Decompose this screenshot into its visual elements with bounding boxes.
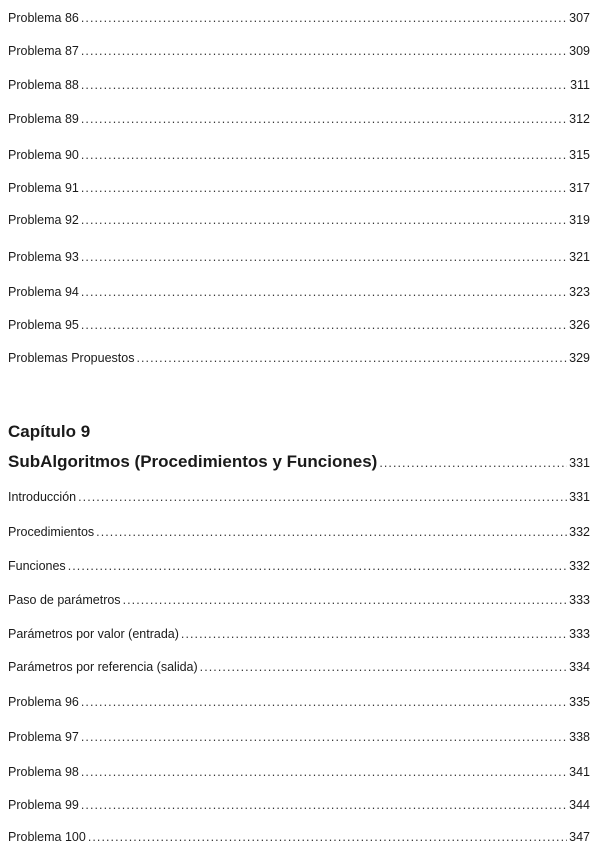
dot-leader bbox=[81, 727, 567, 747]
toc-entry-page: 332 bbox=[569, 559, 590, 573]
toc-entry-page: 309 bbox=[569, 44, 590, 58]
toc-entry-page: 329 bbox=[569, 351, 590, 365]
dot-leader bbox=[81, 41, 567, 61]
toc-entry-label: Problema 88 bbox=[8, 78, 79, 92]
toc-entry-page: 341 bbox=[569, 765, 590, 779]
toc-entry-label: Problema 94 bbox=[8, 285, 79, 299]
dot-leader bbox=[78, 487, 567, 507]
toc-entry-page: 347 bbox=[569, 830, 590, 844]
toc-entry-page: 331 bbox=[569, 490, 590, 504]
toc-entry-introduccion bbox=[8, 487, 590, 507]
toc-entry-page: 332 bbox=[569, 525, 590, 539]
toc-entry-label: Problema 87 bbox=[8, 44, 79, 58]
toc-entry-label: Problema 96 bbox=[8, 695, 79, 709]
toc-entry-label: Problema 91 bbox=[8, 181, 79, 195]
toc-entry-procedimientos bbox=[8, 522, 590, 542]
dot-leader bbox=[81, 692, 567, 712]
toc-entry-page: 344 bbox=[569, 798, 590, 812]
chapter-number: Capítulo 9 bbox=[8, 422, 91, 441]
toc-entry-problema-93 bbox=[8, 247, 590, 267]
toc-entry-label: Problema 89 bbox=[8, 112, 79, 126]
toc-entry-problema-96 bbox=[8, 692, 590, 712]
toc-entry-label: Funciones bbox=[8, 559, 66, 573]
toc-entry-problema-97 bbox=[8, 727, 590, 747]
toc-entry-label: Paso de parámetros bbox=[8, 593, 121, 607]
toc-entry-page: 319 bbox=[569, 213, 590, 227]
toc-entry-problema-86 bbox=[8, 8, 590, 28]
dot-leader bbox=[181, 624, 567, 644]
toc-entry-problema-95 bbox=[8, 315, 590, 335]
dot-leader bbox=[81, 315, 567, 335]
dot-leader bbox=[81, 145, 567, 165]
toc-entry-page: 333 bbox=[569, 593, 590, 607]
toc-entry-label: Procedimientos bbox=[8, 525, 95, 539]
toc-entry-label: Problema 93 bbox=[8, 250, 79, 264]
dot-leader bbox=[123, 590, 568, 610]
toc-entry-parametros-por-referencia bbox=[8, 657, 590, 677]
toc-entry-page: 317 bbox=[569, 181, 590, 195]
toc-entry-page: 323 bbox=[569, 285, 590, 299]
toc-entry-problema-100 bbox=[8, 827, 590, 847]
toc-entry-label: Problema 90 bbox=[8, 148, 79, 162]
toc-entry-label: Problema 99 bbox=[8, 798, 79, 812]
dot-leader bbox=[81, 8, 567, 28]
toc-entry-problema-89 bbox=[8, 109, 590, 129]
toc-entry-label: Problemas Propuestos bbox=[8, 351, 135, 365]
toc-entry-page: 321 bbox=[569, 250, 590, 264]
toc-entry-problemas-propuestos bbox=[8, 348, 590, 368]
toc-entry-label: Problema 95 bbox=[8, 318, 79, 332]
toc-entry-problema-88 bbox=[8, 75, 590, 95]
toc-entry-label: Problema 86 bbox=[8, 11, 79, 25]
chapter-page: 331 bbox=[569, 456, 590, 470]
dot-leader bbox=[68, 556, 567, 576]
toc-entry-problema-90 bbox=[8, 145, 590, 165]
dot-leader bbox=[81, 210, 567, 230]
toc-entry-page: 307 bbox=[569, 11, 590, 25]
dot-leader bbox=[81, 109, 567, 129]
toc-entry-label: Problema 92 bbox=[8, 213, 79, 227]
toc-entry-label: Parámetros por referencia (salida) bbox=[8, 660, 198, 674]
toc-entry-label: Problema 98 bbox=[8, 765, 79, 779]
toc-entry-page: 326 bbox=[569, 318, 590, 332]
toc-entry-label: Problema 100 bbox=[8, 830, 86, 844]
toc-entry-page: 335 bbox=[569, 695, 590, 709]
toc-entry-page: 338 bbox=[569, 730, 590, 744]
dot-leader bbox=[88, 827, 567, 847]
dot-leader bbox=[96, 522, 567, 542]
toc-entry-page: 333 bbox=[569, 627, 590, 641]
toc-entry-page: 311 bbox=[570, 78, 590, 92]
dot-leader bbox=[81, 178, 567, 198]
toc-entry-label: Parámetros por valor (entrada) bbox=[8, 627, 179, 641]
toc-entry-problema-98 bbox=[8, 762, 590, 782]
toc-entry-paso-de-parametros bbox=[8, 590, 590, 610]
toc-entry-parametros-por-valor bbox=[8, 624, 590, 644]
toc-entry-page: 312 bbox=[569, 112, 590, 126]
toc-entry-page: 315 bbox=[569, 148, 590, 162]
dot-leader bbox=[200, 657, 567, 677]
toc-entry-problema-92 bbox=[8, 210, 590, 230]
toc-entry-problema-99 bbox=[8, 795, 590, 815]
toc-entry-label: Introducción bbox=[8, 490, 77, 504]
toc-entry-label: Problema 97 bbox=[8, 730, 79, 744]
dot-leader bbox=[379, 451, 567, 475]
dot-leader bbox=[81, 247, 567, 267]
dot-leader bbox=[81, 795, 567, 815]
toc-entry-problema-91 bbox=[8, 178, 590, 198]
toc-entry-problema-94 bbox=[8, 282, 590, 302]
toc-entry-page: 334 bbox=[569, 660, 590, 674]
dot-leader bbox=[81, 282, 567, 302]
toc-entry-problema-87 bbox=[8, 41, 590, 61]
dot-leader bbox=[136, 348, 567, 368]
toc-entry-funciones bbox=[8, 556, 590, 576]
chapter-title: SubAlgoritmos (Procedimientos y Funciones) bbox=[8, 452, 378, 471]
dot-leader bbox=[81, 762, 567, 782]
chapter-title-entry bbox=[8, 450, 590, 474]
dot-leader bbox=[81, 75, 568, 95]
